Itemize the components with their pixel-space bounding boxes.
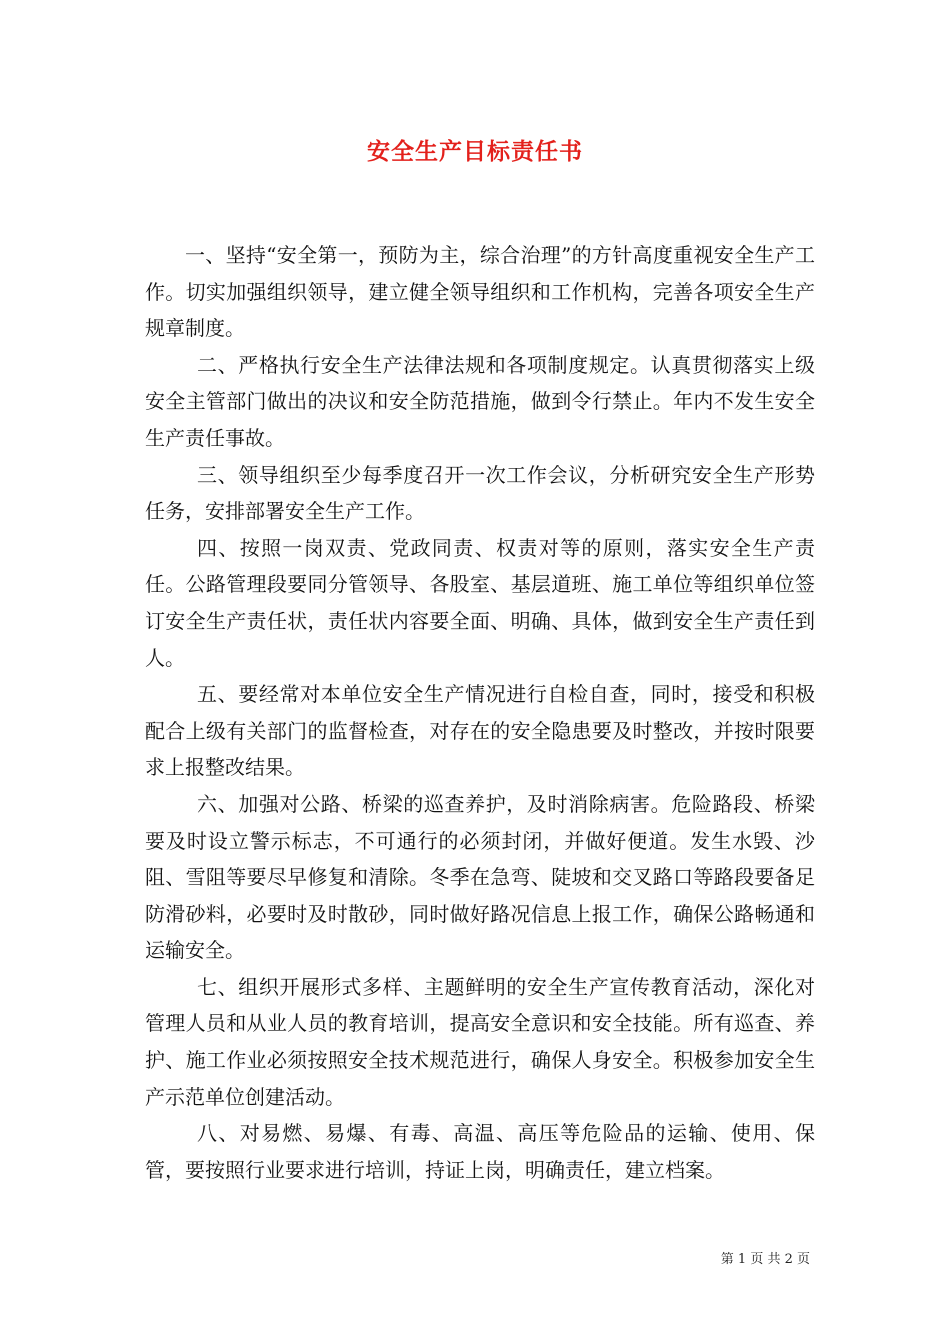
paragraph-1: 一、坚持“安全第一，预防为主，综合治理”的方针高度重视安全生产工作。切实加强组织领导，建立健全领导组织和工作机构，完善各项安全生产规章制度。 [145, 243, 815, 341]
document-title: 安全生产目标责任书 [367, 138, 583, 165]
document-body [145, 237, 815, 1188]
paragraph-3: 三、领导组织至少每季度召开一次工作会议，分析研究安全生产形势任务，安排部署安全生产工作。 [145, 462, 815, 524]
paragraph-4: 四、按照一岗双责、党政同责、权责对等的原则，落实安全生产责任。公路管理段要同分管领导、各股室、基层道班、施工单位等组织单位签订安全生产责任状，责任状内容要全面、明确、具体，做到安全生产责任到人。 [145, 535, 815, 670]
paragraph-7: 七、组织开展形式多样、主题鲜明的安全生产宣传教育活动，深化对管理人员和从业人员的教育培训，提高安全意识和安全技能。所有巡查、养护、施工作业必须按照安全技术规范进行，确保人身安全。积极参加安全生产示范单位创建活动。 [145, 974, 815, 1109]
paragraph-2: 二、严格执行安全生产法律法规和各项制度规定。认真贯彻落实上级安全主管部门做出的决议和安全防范措施，做到令行禁止。年内不发生安全生产责任事故。 [145, 352, 815, 450]
page-number: 第 1 页 共 2 页 [720, 1252, 810, 1267]
paragraph-6: 六、加强对公路、桥梁的巡查养护，及时消除病害。危险路段、桥梁要及时设立警示标志，不可通行的必须封闭，并做好便道。发生水毁、沙阻、雪阻等要尽早修复和清除。冬季在急弯、陡坡和交叉路口等路段要备足防滑砂料，必要时及时散砂，同时做好路况信息上报工作，确保公路畅通和运输安全。 [145, 791, 815, 963]
paragraph-8: 八、对易燃、易爆、有毒、高温、高压等危险品的运输、使用、保管，要按照行业要求进行培训，持证上岗，明确责任，建立档案。 [145, 1121, 815, 1182]
paragraph-5: 五、要经常对本单位安全生产情况进行自检自查，同时，接受和积极配合上级有关部门的监督检查，对存在的安全隐患要及时整改，并按时限要求上报整改结果。 [145, 682, 815, 780]
